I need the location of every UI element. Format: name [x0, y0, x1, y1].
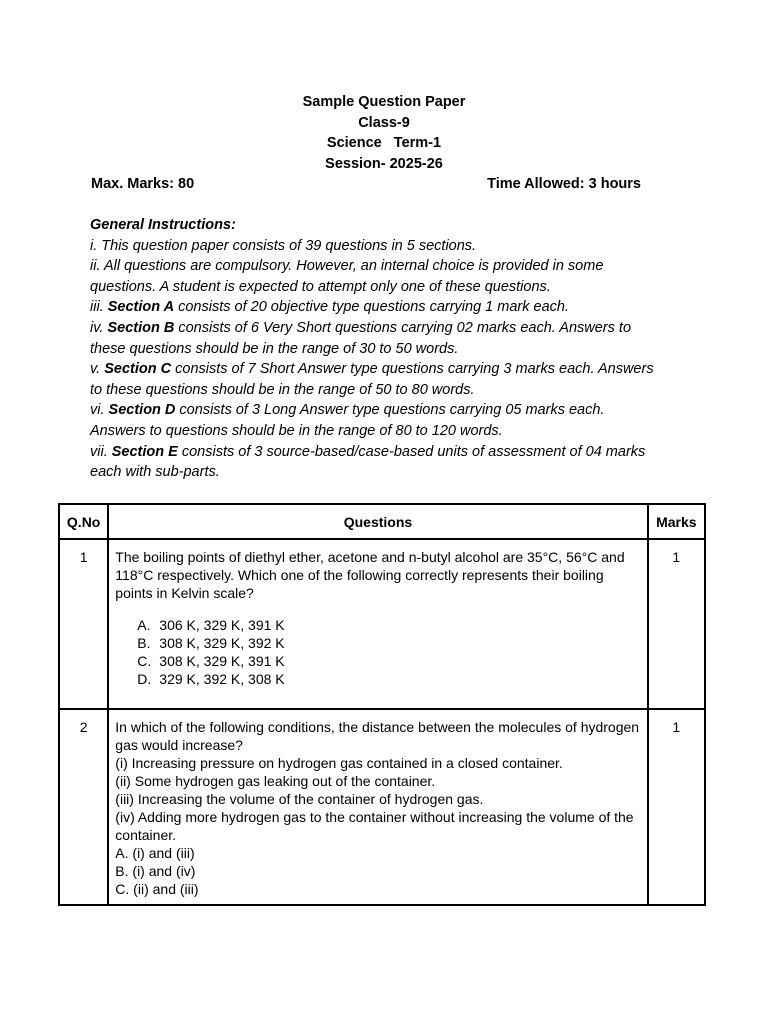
section-e-label: Section E — [111, 443, 178, 460]
question-marks: 1 — [648, 709, 705, 905]
option-letter: D. — [137, 671, 152, 687]
options-list — [137, 616, 640, 688]
option-c — [137, 652, 640, 670]
instruction-vii-num: vii. — [90, 443, 112, 460]
option-text: 308 K, 329 K, 392 K — [159, 635, 285, 651]
question-stem: The boiling points of diethyl ether, acetone and n-butyl alcohol are 35°C, 56°C and 118°C respectively. Which one of the following correctly represents their boiling points in Kelvin scale? — [115, 549, 625, 601]
question-cell — [108, 539, 647, 709]
option-b — [137, 634, 640, 652]
statement-i: (i) Increasing pressure on hydrogen gas contained in a closed container. — [115, 755, 563, 771]
instruction-iv — [90, 318, 690, 339]
instruction-ii-cont: questions. A student is expected to attempt only one of these questions. — [90, 278, 551, 295]
table-row — [59, 539, 705, 709]
instruction-v-cont: to these questions should be in the range of 50 to 80 words. — [90, 381, 475, 398]
paper-subject-term: Science Term-1 — [326, 135, 442, 151]
header-marks: Marks — [648, 504, 705, 539]
instruction-iii-text: consists of 20 objective type questions carrying 1 mark each. — [174, 299, 569, 316]
section-c-label: Section C — [104, 361, 172, 378]
instruction-i: i. This question paper consists of 39 questions in 5 sections. — [90, 237, 477, 254]
instruction-iv-num: iv. — [90, 319, 108, 336]
header-qno: Q.No — [59, 504, 108, 539]
instruction-iv-cont: these questions should be in the range of 30 to 50 words. — [90, 340, 459, 357]
question-number: 2 — [59, 709, 108, 905]
table-row — [59, 709, 705, 905]
instruction-v — [90, 359, 690, 380]
instruction-vi-num: vi. — [90, 402, 109, 419]
option-b: B. (i) and (iv) — [115, 863, 196, 879]
instruction-vii — [90, 442, 690, 463]
paper-title: Sample Question Paper — [302, 94, 466, 110]
paper-session: Session- 2025-26 — [325, 155, 443, 172]
instruction-iii — [90, 297, 690, 318]
max-marks: Max. Marks: 80 — [91, 176, 195, 192]
question-number: 1 — [59, 539, 108, 709]
statement-iii: (iii) Increasing the volume of the container of hydrogen gas. — [115, 791, 484, 807]
option-letter: C. — [137, 653, 152, 669]
instruction-vi-text: consists of 3 Long Answer type questions carrying 05 marks each. — [175, 402, 605, 419]
option-a: A. (i) and (iii) — [115, 845, 195, 861]
instruction-vi-cont: Answers to questions should be in the range of 80 to 120 words. — [90, 422, 503, 439]
option-letter: A. — [137, 617, 151, 633]
questions-table — [58, 503, 706, 906]
option-a — [137, 616, 640, 634]
header-questions: Questions — [108, 504, 647, 539]
option-d — [137, 670, 640, 688]
instruction-vi — [90, 400, 690, 421]
table-header-row — [59, 504, 705, 539]
instruction-v-text: consists of 7 Short Answer type questions carrying 3 marks each. Answers — [171, 361, 654, 378]
general-instructions — [90, 215, 690, 483]
paper-class: Class-9 — [358, 114, 410, 131]
instruction-iii-num: iii. — [90, 299, 108, 316]
option-c: C. (ii) and (iii) — [115, 881, 199, 897]
statement-iv: (iv) Adding more hydrogen gas to the container without increasing the volume of the container. — [115, 809, 634, 843]
section-d-label: Section D — [108, 402, 176, 419]
instruction-v-num: v. — [90, 361, 105, 378]
instruction-ii: ii. All questions are compulsory. However, an internal choice is provided in some — [90, 258, 604, 275]
option-letter: B. — [137, 635, 151, 651]
option-text: 306 K, 329 K, 391 K — [159, 617, 285, 633]
section-b-label: Section B — [107, 319, 175, 336]
section-a-label: Section A — [107, 299, 175, 316]
paper-header — [0, 92, 768, 174]
statement-ii: (ii) Some hydrogen gas leaking out of the container. — [115, 773, 436, 789]
time-allowed: Time Allowed: 3 hours — [487, 176, 641, 192]
instruction-vii-cont: each with sub-parts. — [90, 464, 220, 481]
question-marks: 1 — [648, 539, 705, 709]
instruction-iv-text: consists of 6 Very Short questions carrying 02 marks each. Answers to — [174, 319, 632, 336]
option-text: 308 K, 329 K, 391 K — [159, 653, 285, 669]
question-cell — [108, 709, 647, 905]
question-stem: In which of the following conditions, the distance between the molecules of hydrogen gas would increase? — [115, 719, 640, 753]
instructions-title: General Instructions: — [90, 217, 236, 233]
option-text: 329 K, 392 K, 308 K — [159, 671, 285, 687]
instruction-vii-text: consists of 3 source-based/case-based units of assessment of 04 marks — [177, 443, 646, 460]
